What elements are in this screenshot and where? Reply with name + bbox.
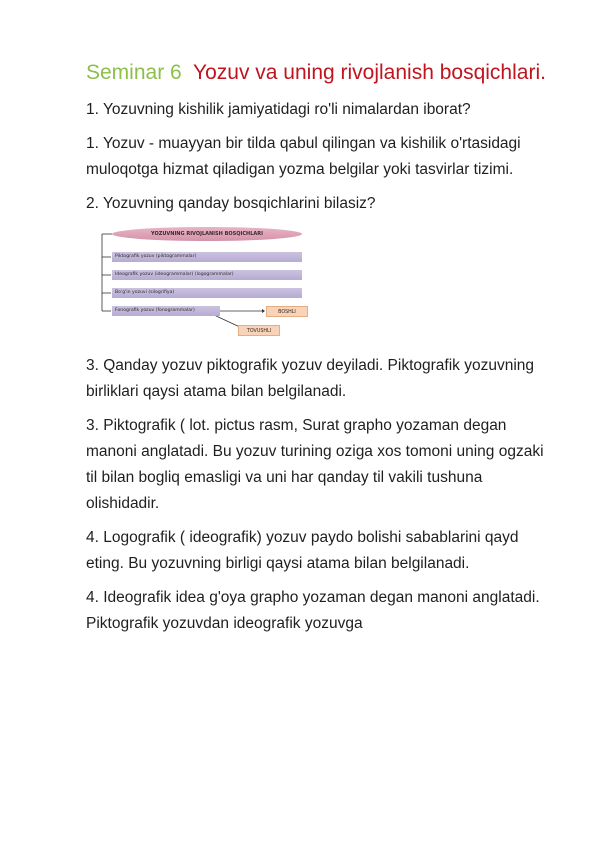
- diagram-stage-1: Piktografik yozuv (piktogrammalar): [112, 252, 302, 262]
- diagram-box-right: BOSHLI: [266, 306, 308, 317]
- seminar-title: Yozuv va uning rivojlanish bosqichlari.: [193, 61, 546, 84]
- seminar-label: Seminar 6: [86, 61, 182, 84]
- page-title: [86, 56, 556, 89]
- writing-stages-diagram: [92, 225, 312, 341]
- question-1: 1. Yozuvning kishilik jamiyatidagi ro'li nimalardan iborat?: [86, 101, 471, 118]
- question-3: 3. Qanday yozuv piktografik yozuv deyiladi. Piktografik yozuvning birliklari qaysi atama bilan belgilanadi.: [86, 357, 535, 400]
- answer-1: 1. Yozuv - muayyan bir tilda qabul qilingan va kishilik o'rtasidagi muloqotga hizmat qiladigan yozma belgilar yoki tasvirlar tizimi.: [86, 135, 521, 178]
- diagram-stage-4: Fonografik yozuv (fonogrammalar): [112, 306, 220, 316]
- diagram-stage-2: Ideografik yozuv (ideogrammalar) (logogrammalar): [112, 270, 302, 280]
- answer-4: 4. Ideografik idea g'oya grapho yozaman degan manoni anglatadi. Piktografik yozuvdan ideografik yozuvga: [86, 589, 540, 632]
- answer-3: 3. Piktografik ( lot. pictus rasm, Surat grapho yozaman degan manoni anglatadi. Bu yozuv turining oziga xos tomoni uning ogzaki til bilan bogliq emasligi va uni har qanday til vakili tushuna olishidadir.: [86, 417, 544, 512]
- diagram-header: YOZUVNING RIVOJLANISH BOSQICHLARI: [112, 227, 302, 241]
- question-2: 2. Yozuvning qanday bosqichlarini bilasiz?: [86, 195, 376, 212]
- diagram-stage-3: Bo'g'in yozuvi (silogrifiya): [112, 288, 302, 298]
- page-content: [86, 56, 556, 645]
- diagram-box-bottom: TOVUSHLI: [238, 325, 280, 336]
- question-4: 4. Logografik ( ideografik) yozuv paydo bolishi sabablarini qayd eting. Bu yozuvning birligi qaysi atama bilan belgilanadi.: [86, 529, 519, 572]
- diagram-connectors: [92, 225, 312, 341]
